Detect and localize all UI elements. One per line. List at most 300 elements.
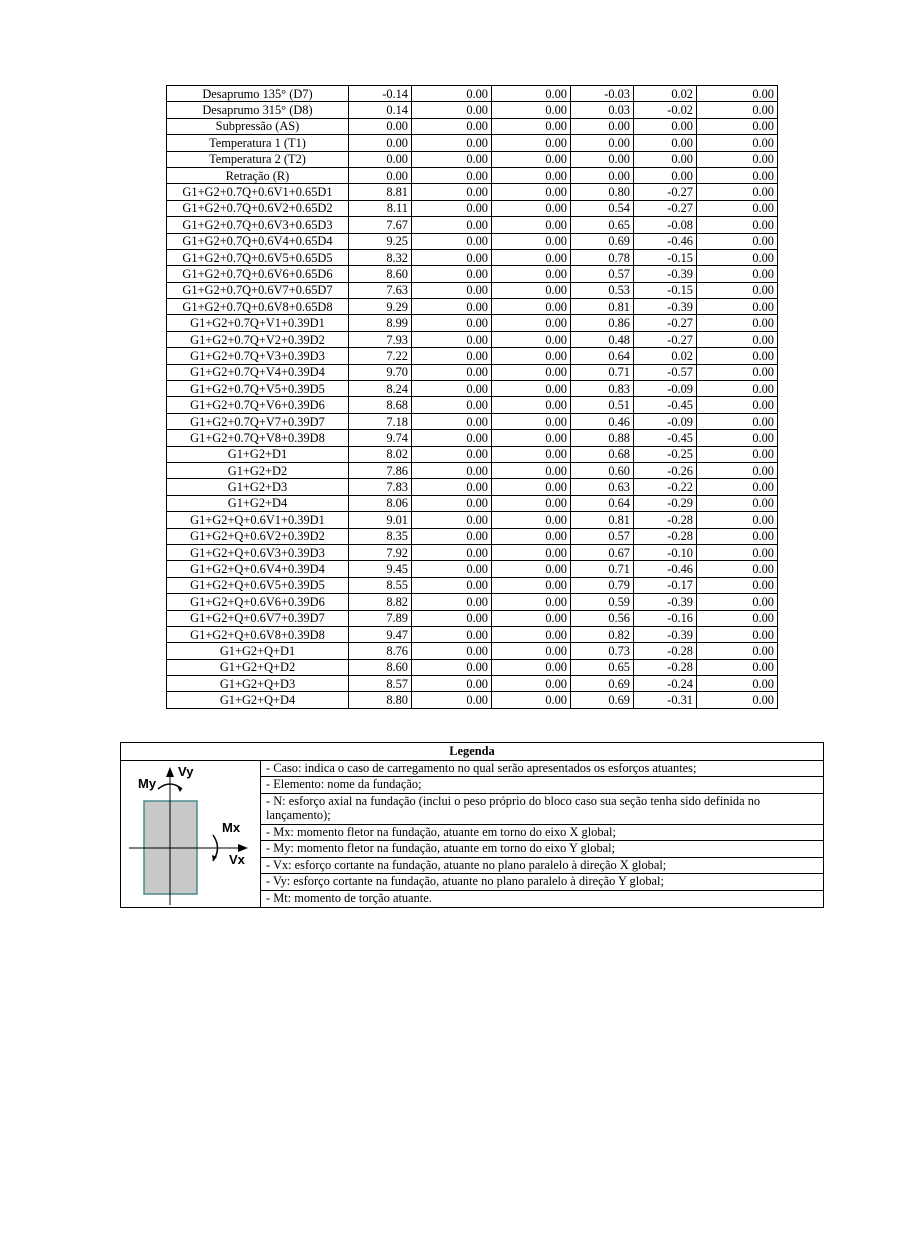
value-cell: 0.81 — [571, 512, 634, 528]
value-cell: 0.00 — [412, 364, 492, 380]
legend-item-text: - My: momento fletor na fundação, atuante em torno do eixo Y global; — [261, 841, 824, 858]
value-cell: 0.00 — [412, 233, 492, 249]
value-cell: 0.00 — [412, 561, 492, 577]
value-cell: 8.80 — [349, 692, 412, 708]
value-cell: 0.00 — [412, 544, 492, 560]
value-cell: 0.00 — [492, 249, 571, 265]
value-cell: 0.00 — [634, 118, 697, 134]
value-cell: 0.00 — [412, 659, 492, 675]
value-cell: 0.00 — [412, 282, 492, 298]
value-cell: 8.57 — [349, 676, 412, 692]
value-cell: 0.00 — [412, 430, 492, 446]
load-case-cell: G1+G2+Q+0.6V6+0.39D6 — [167, 594, 349, 610]
load-case-cell: G1+G2+Q+D4 — [167, 692, 349, 708]
table-row — [167, 446, 778, 462]
value-cell: 0.00 — [697, 561, 778, 577]
value-cell: 0.69 — [571, 676, 634, 692]
value-cell: 0.00 — [412, 594, 492, 610]
load-case-cell: G1+G2+0.7Q+0.6V6+0.65D6 — [167, 266, 349, 282]
table-row — [167, 381, 778, 397]
value-cell: 8.24 — [349, 381, 412, 397]
value-cell: 0.00 — [412, 495, 492, 511]
value-cell: 0.00 — [412, 397, 492, 413]
value-cell: -0.17 — [634, 577, 697, 593]
value-cell: 0.57 — [571, 266, 634, 282]
value-cell: 0.00 — [412, 102, 492, 118]
value-cell: 0.65 — [571, 217, 634, 233]
value-cell: 9.01 — [349, 512, 412, 528]
table-row — [167, 643, 778, 659]
value-cell: 0.00 — [412, 118, 492, 134]
value-cell: 0.00 — [697, 233, 778, 249]
value-cell: 0.03 — [571, 102, 634, 118]
value-cell: 0.00 — [412, 86, 492, 102]
load-case-cell: G1+G2+0.7Q+V3+0.39D3 — [167, 348, 349, 364]
legend-item-text: - Elemento: nome da fundação; — [261, 777, 824, 794]
value-cell: 0.00 — [412, 577, 492, 593]
table-row — [167, 86, 778, 102]
value-cell: 0.00 — [697, 151, 778, 167]
table-row — [167, 626, 778, 642]
vy-label: Vy — [178, 763, 194, 779]
load-case-cell: G1+G2+Q+0.6V8+0.39D8 — [167, 626, 349, 642]
table-row — [167, 479, 778, 495]
value-cell: 0.00 — [697, 626, 778, 642]
value-cell: 0.00 — [412, 331, 492, 347]
value-cell: 0.00 — [412, 348, 492, 364]
value-cell: 0.67 — [571, 544, 634, 560]
value-cell: 0.00 — [492, 331, 571, 347]
value-cell: 0.57 — [571, 528, 634, 544]
value-cell: 8.35 — [349, 528, 412, 544]
value-cell: 0.64 — [571, 495, 634, 511]
value-cell: 0.00 — [571, 151, 634, 167]
value-cell: 0.00 — [412, 266, 492, 282]
value-cell: -0.27 — [634, 315, 697, 331]
value-cell: 0.00 — [492, 561, 571, 577]
value-cell: 0.00 — [412, 381, 492, 397]
table-row — [167, 151, 778, 167]
value-cell: -0.25 — [634, 446, 697, 462]
value-cell: 0.00 — [492, 233, 571, 249]
load-case-cell: G1+G2+D4 — [167, 495, 349, 511]
table-row — [167, 249, 778, 265]
value-cell: 0.00 — [697, 217, 778, 233]
value-cell: 0.00 — [571, 135, 634, 151]
table-row — [167, 512, 778, 528]
value-cell: 0.46 — [571, 413, 634, 429]
load-case-cell: Subpressão (AS) — [167, 118, 349, 134]
legend-item-text: - Mt: momento de torção atuante. — [261, 890, 824, 907]
value-cell: 0.00 — [697, 462, 778, 478]
value-cell: 0.00 — [412, 315, 492, 331]
value-cell: 7.89 — [349, 610, 412, 626]
table-row — [167, 266, 778, 282]
value-cell: 0.00 — [697, 299, 778, 315]
value-cell: 0.00 — [697, 167, 778, 183]
value-cell: 0.00 — [492, 364, 571, 380]
load-case-cell: G1+G2+Q+0.6V3+0.39D3 — [167, 544, 349, 560]
value-cell: 0.00 — [697, 364, 778, 380]
value-cell: 0.65 — [571, 659, 634, 675]
value-cell: 0.60 — [571, 462, 634, 478]
value-cell: 8.82 — [349, 594, 412, 610]
value-cell: 0.00 — [697, 659, 778, 675]
table-row — [167, 594, 778, 610]
value-cell: 0.00 — [697, 430, 778, 446]
value-cell: -0.39 — [634, 299, 697, 315]
value-cell: 0.00 — [697, 184, 778, 200]
value-cell: 0.68 — [571, 446, 634, 462]
table-row — [167, 413, 778, 429]
value-cell: 0.00 — [571, 167, 634, 183]
value-cell: 0.00 — [492, 282, 571, 298]
value-cell: 0.00 — [697, 692, 778, 708]
value-cell: 0.59 — [571, 594, 634, 610]
legend-item-text: - Caso: indica o caso de carregamento no qual serão apresentados os esforços atuantes; — [261, 760, 824, 777]
value-cell: 0.00 — [412, 610, 492, 626]
value-cell: -0.26 — [634, 462, 697, 478]
value-cell: -0.15 — [634, 282, 697, 298]
table-row — [167, 676, 778, 692]
value-cell: 8.06 — [349, 495, 412, 511]
value-cell: -0.27 — [634, 200, 697, 216]
value-cell: 8.60 — [349, 266, 412, 282]
value-cell: 7.22 — [349, 348, 412, 364]
value-cell: 8.55 — [349, 577, 412, 593]
value-cell: 0.00 — [697, 135, 778, 151]
table-row — [167, 610, 778, 626]
value-cell: 0.00 — [492, 577, 571, 593]
value-cell: 7.63 — [349, 282, 412, 298]
value-cell: 0.14 — [349, 102, 412, 118]
value-cell: 0.00 — [697, 118, 778, 134]
load-combinations-table — [166, 85, 778, 709]
value-cell: 0.00 — [697, 397, 778, 413]
value-cell: 0.00 — [697, 266, 778, 282]
value-cell: 0.63 — [571, 479, 634, 495]
load-case-cell: G1+G2+D3 — [167, 479, 349, 495]
table-row — [167, 544, 778, 560]
value-cell: 9.47 — [349, 626, 412, 642]
load-case-cell: G1+G2+Q+D1 — [167, 643, 349, 659]
table-row — [167, 331, 778, 347]
value-cell: 0.00 — [697, 86, 778, 102]
value-cell: 0.00 — [412, 626, 492, 642]
value-cell: 0.00 — [697, 528, 778, 544]
table-row — [167, 577, 778, 593]
value-cell: 0.00 — [412, 692, 492, 708]
value-cell: -0.31 — [634, 692, 697, 708]
value-cell: 0.00 — [492, 135, 571, 151]
table-row — [167, 659, 778, 675]
value-cell: 0.00 — [492, 413, 571, 429]
table-row — [167, 118, 778, 134]
load-case-cell: Desaprumo 135° (D7) — [167, 86, 349, 102]
value-cell: 7.86 — [349, 462, 412, 478]
load-case-cell: G1+G2+0.7Q+0.6V8+0.65D8 — [167, 299, 349, 315]
legend-row — [121, 760, 824, 777]
value-cell: 0.00 — [492, 512, 571, 528]
value-cell: 0.00 — [697, 102, 778, 118]
load-case-cell: G1+G2+Q+0.6V4+0.39D4 — [167, 561, 349, 577]
value-cell: 0.00 — [412, 676, 492, 692]
value-cell: 8.11 — [349, 200, 412, 216]
value-cell: -0.08 — [634, 217, 697, 233]
value-cell: 7.93 — [349, 331, 412, 347]
value-cell: 0.81 — [571, 299, 634, 315]
axes-diagram-cell — [121, 760, 261, 907]
value-cell: 0.00 — [697, 594, 778, 610]
value-cell: 8.99 — [349, 315, 412, 331]
value-cell: 0.00 — [697, 479, 778, 495]
value-cell: 0.00 — [412, 643, 492, 659]
value-cell: 0.00 — [492, 594, 571, 610]
value-cell: 0.48 — [571, 331, 634, 347]
value-cell: 9.45 — [349, 561, 412, 577]
load-case-cell: G1+G2+0.7Q+V4+0.39D4 — [167, 364, 349, 380]
value-cell: -0.46 — [634, 233, 697, 249]
value-cell: -0.02 — [634, 102, 697, 118]
value-cell: 0.00 — [492, 167, 571, 183]
value-cell: 9.29 — [349, 299, 412, 315]
value-cell: -0.03 — [571, 86, 634, 102]
value-cell: 0.00 — [412, 217, 492, 233]
load-case-cell: G1+G2+0.7Q+0.6V7+0.65D7 — [167, 282, 349, 298]
table-row — [167, 462, 778, 478]
value-cell: 7.92 — [349, 544, 412, 560]
value-cell: -0.27 — [634, 331, 697, 347]
value-cell: 0.00 — [412, 479, 492, 495]
value-cell: -0.57 — [634, 364, 697, 380]
load-case-cell: G1+G2+0.7Q+0.6V1+0.65D1 — [167, 184, 349, 200]
foundation-axes-diagram — [121, 761, 261, 907]
value-cell: 7.18 — [349, 413, 412, 429]
value-cell: 0.69 — [571, 233, 634, 249]
load-case-cell: G1+G2+0.7Q+0.6V5+0.65D5 — [167, 249, 349, 265]
value-cell: 0.00 — [492, 151, 571, 167]
value-cell: -0.46 — [634, 561, 697, 577]
load-case-cell: G1+G2+0.7Q+V8+0.39D8 — [167, 430, 349, 446]
load-case-cell: G1+G2+D2 — [167, 462, 349, 478]
value-cell: 0.00 — [492, 184, 571, 200]
value-cell: 0.00 — [697, 676, 778, 692]
value-cell: 0.83 — [571, 381, 634, 397]
value-cell: 0.00 — [492, 299, 571, 315]
value-cell: -0.39 — [634, 266, 697, 282]
load-case-cell: G1+G2+0.7Q+V5+0.39D5 — [167, 381, 349, 397]
value-cell: 0.00 — [412, 135, 492, 151]
value-cell: 0.00 — [697, 643, 778, 659]
mx-label: Mx — [222, 819, 241, 835]
value-cell: 0.79 — [571, 577, 634, 593]
value-cell: -0.39 — [634, 594, 697, 610]
value-cell: 0.73 — [571, 643, 634, 659]
value-cell: 0.54 — [571, 200, 634, 216]
value-cell: 0.00 — [492, 397, 571, 413]
value-cell: 0.00 — [412, 528, 492, 544]
table-row — [167, 135, 778, 151]
value-cell: -0.45 — [634, 397, 697, 413]
value-cell: 0.00 — [492, 266, 571, 282]
legend-item-text: - Vy: esforço cortante na fundação, atuante no plano paralelo à direção Y global; — [261, 874, 824, 891]
load-case-cell: G1+G2+0.7Q+V1+0.39D1 — [167, 315, 349, 331]
value-cell: 8.81 — [349, 184, 412, 200]
table-row — [167, 167, 778, 183]
table-row — [167, 282, 778, 298]
value-cell: 0.00 — [492, 348, 571, 364]
value-cell: 0.02 — [634, 348, 697, 364]
value-cell: 0.02 — [634, 86, 697, 102]
value-cell: 0.00 — [492, 102, 571, 118]
load-case-cell: G1+G2+Q+0.6V7+0.39D7 — [167, 610, 349, 626]
value-cell: 0.88 — [571, 430, 634, 446]
value-cell: 0.00 — [697, 495, 778, 511]
value-cell: -0.09 — [634, 413, 697, 429]
table-row — [167, 315, 778, 331]
value-cell: 0.00 — [697, 446, 778, 462]
load-case-cell: Temperatura 1 (T1) — [167, 135, 349, 151]
value-cell: 0.00 — [492, 430, 571, 446]
load-case-cell: G1+G2+0.7Q+0.6V3+0.65D3 — [167, 217, 349, 233]
table-row — [167, 364, 778, 380]
value-cell: 0.00 — [697, 249, 778, 265]
value-cell: 0.00 — [492, 692, 571, 708]
value-cell: 8.32 — [349, 249, 412, 265]
value-cell: 0.71 — [571, 561, 634, 577]
value-cell: 0.00 — [634, 135, 697, 151]
table-row — [167, 217, 778, 233]
value-cell: 7.83 — [349, 479, 412, 495]
value-cell: -0.28 — [634, 528, 697, 544]
load-case-cell: G1+G2+D1 — [167, 446, 349, 462]
load-case-cell: G1+G2+0.7Q+0.6V2+0.65D2 — [167, 200, 349, 216]
table-row — [167, 299, 778, 315]
value-cell: 0.00 — [412, 249, 492, 265]
load-case-cell: G1+G2+0.7Q+V7+0.39D7 — [167, 413, 349, 429]
table-row — [167, 233, 778, 249]
value-cell: 0.00 — [492, 200, 571, 216]
value-cell: 0.00 — [412, 299, 492, 315]
load-case-cell: G1+G2+Q+0.6V1+0.39D1 — [167, 512, 349, 528]
value-cell: -0.16 — [634, 610, 697, 626]
value-cell: 9.74 — [349, 430, 412, 446]
table-row — [167, 430, 778, 446]
vy-arrow-icon — [166, 767, 174, 777]
legend-title: Legenda — [121, 743, 824, 761]
value-cell: 0.00 — [492, 86, 571, 102]
value-cell: 0.00 — [492, 381, 571, 397]
value-cell: 0.71 — [571, 364, 634, 380]
value-cell: 0.00 — [349, 118, 412, 134]
table-row — [167, 561, 778, 577]
table-row — [167, 102, 778, 118]
value-cell: 0.00 — [492, 217, 571, 233]
value-cell: 0.00 — [492, 643, 571, 659]
value-cell: 0.00 — [697, 512, 778, 528]
value-cell: 0.82 — [571, 626, 634, 642]
value-cell: -0.28 — [634, 643, 697, 659]
value-cell: 0.00 — [492, 315, 571, 331]
value-cell: 0.00 — [697, 331, 778, 347]
value-cell: 0.00 — [492, 528, 571, 544]
value-cell: 0.00 — [697, 282, 778, 298]
value-cell: 0.00 — [571, 118, 634, 134]
legend-item-text: - Vx: esforço cortante na fundação, atuante no plano paralelo à direção X global; — [261, 857, 824, 874]
load-case-cell: Temperatura 2 (T2) — [167, 151, 349, 167]
value-cell: 8.76 — [349, 643, 412, 659]
value-cell: 0.86 — [571, 315, 634, 331]
table-row — [167, 200, 778, 216]
value-cell: 0.00 — [492, 676, 571, 692]
load-case-cell: G1+G2+0.7Q+V6+0.39D6 — [167, 397, 349, 413]
legend-item-text: - N: esforço axial na fundação (inclui o peso próprio do bloco caso sua seção tenha sido definida no lançamento); — [261, 793, 824, 824]
table-row — [167, 184, 778, 200]
value-cell: 9.25 — [349, 233, 412, 249]
table-row — [167, 348, 778, 364]
vx-arrow-icon — [238, 844, 248, 852]
value-cell: 0.00 — [697, 200, 778, 216]
value-cell: -0.09 — [634, 381, 697, 397]
table-row — [167, 528, 778, 544]
value-cell: 0.00 — [412, 184, 492, 200]
vx-label: Vx — [229, 851, 245, 867]
value-cell: 0.00 — [349, 151, 412, 167]
value-cell: 0.78 — [571, 249, 634, 265]
table-row — [167, 692, 778, 708]
value-cell: 0.00 — [349, 135, 412, 151]
load-case-cell: G1+G2+0.7Q+0.6V4+0.65D4 — [167, 233, 349, 249]
value-cell: -0.15 — [634, 249, 697, 265]
value-cell: 0.00 — [412, 151, 492, 167]
value-cell: 0.56 — [571, 610, 634, 626]
value-cell: 0.00 — [349, 167, 412, 183]
value-cell: 0.00 — [492, 610, 571, 626]
load-case-cell: G1+G2+Q+D3 — [167, 676, 349, 692]
value-cell: 0.00 — [412, 446, 492, 462]
value-cell: 0.00 — [697, 413, 778, 429]
value-cell: -0.28 — [634, 659, 697, 675]
value-cell: -0.22 — [634, 479, 697, 495]
load-case-cell: G1+G2+Q+0.6V2+0.39D2 — [167, 528, 349, 544]
value-cell: 0.00 — [697, 610, 778, 626]
value-cell: 0.00 — [492, 462, 571, 478]
value-cell: -0.24 — [634, 676, 697, 692]
value-cell: 0.00 — [492, 544, 571, 560]
table-row — [167, 397, 778, 413]
value-cell: 0.00 — [492, 659, 571, 675]
load-case-cell: G1+G2+0.7Q+V2+0.39D2 — [167, 331, 349, 347]
value-cell: 0.00 — [412, 200, 492, 216]
value-cell: 8.02 — [349, 446, 412, 462]
value-cell: -0.14 — [349, 86, 412, 102]
value-cell: 0.00 — [492, 495, 571, 511]
value-cell: 0.00 — [412, 512, 492, 528]
value-cell: 0.51 — [571, 397, 634, 413]
load-case-cell: G1+G2+Q+0.6V5+0.39D5 — [167, 577, 349, 593]
value-cell: 0.00 — [697, 315, 778, 331]
value-cell: 0.80 — [571, 184, 634, 200]
load-case-cell: G1+G2+Q+D2 — [167, 659, 349, 675]
value-cell: 9.70 — [349, 364, 412, 380]
value-cell: 0.00 — [492, 626, 571, 642]
value-cell: 8.68 — [349, 397, 412, 413]
value-cell: -0.39 — [634, 626, 697, 642]
value-cell: 0.69 — [571, 692, 634, 708]
legend-item-text: - Mx: momento fletor na fundação, atuante em torno do eixo X global; — [261, 824, 824, 841]
my-label: My — [138, 775, 157, 791]
value-cell: -0.29 — [634, 495, 697, 511]
